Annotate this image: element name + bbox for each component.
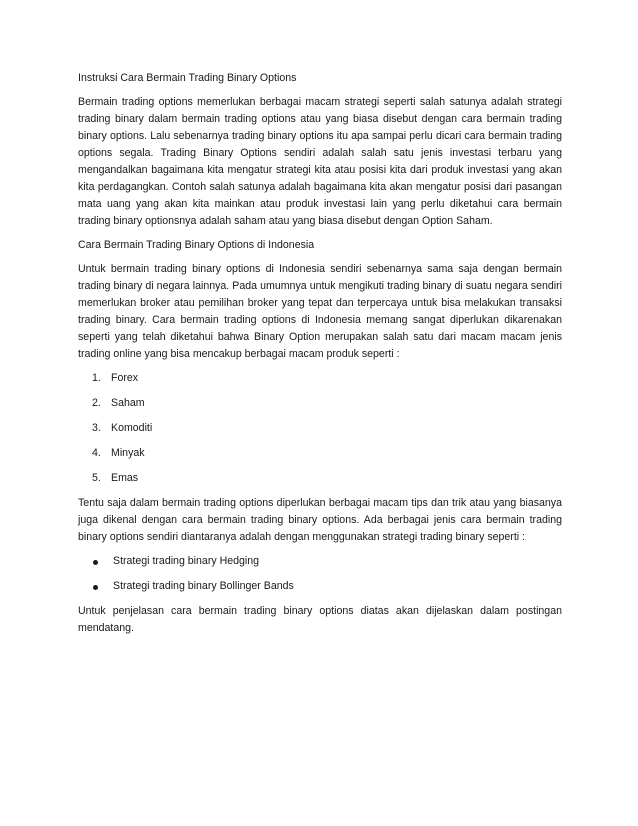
list-number: 4. [92,447,101,459]
list-item-label: Minyak [111,447,145,459]
indonesia-paragraph: Untuk bermain trading binary options di Indonesia sendiri sebenarnya sama saja dengan bermain trading binary di negara lainnya. Pada umumnya untuk mengikuti trading binary di suatu negara sendiri memerlukan broker atau pemilihan broker yang tepat dan terpercaya untuk bisa melakukan transaksi trading binary. Cara bermain trading options di Indonesia memang sangat diperlukan dikarenakan seperti yang telah diketahui bahwa Binary Option merupakan salah satu dari macam macam jenis trading online yang bisa mencakup berbagai macam produk seperti : [78,263,562,360]
bullet-icon [93,585,98,590]
tips-paragraph: Tentu saja dalam bermain trading options diperlukan berbagai macam tips dan trik atau yang biasanya juga dikenal dengan cara bermain trading binary options. Ada berbagai jenis cara bermain trading binary options sendiri diantaranya adalah dengan menggunakan strategi trading binary seperti : [78,497,562,543]
list-number: 5. [92,472,101,484]
list-item [78,470,562,487]
intro-paragraph: Bermain trading options memerlukan berbagai macam strategi seperti salah satunya adalah strategi trading binary dalam bermain trading options atau yang biasa disebut dengan cara bermain trading binary options. Lalu sebenarnya trading binary options itu apa sampai perlu dicari cara bermain trading options segala. Trading Binary Options sendiri adalah salah satu jenis investasi terbaru yang mengandalkan bagaimana kita mengatur strategi kita atau posisi kita dari produk investasi yang akan kita perdagangkan. Contoh salah satunya adalah bagaimana kita akan mengatur posisi dari pasangan mata uang yang akan kita mainkan atau produk investasi lain yang perlu diketahui cara bermain trading binary optionsnya adalah saham atau yang biasa disebut dengan Option Saham. [78,96,562,227]
list-item [78,395,562,412]
document-page [78,70,562,644]
list-item [78,578,562,595]
document-title: Instruksi Cara Bermain Trading Binary Options [78,72,297,84]
list-item [78,445,562,462]
list-number: 2. [92,397,101,409]
list-item-label: Saham [111,397,145,409]
list-item-label: Emas [111,472,139,484]
section-heading: Cara Bermain Trading Binary Options di Indonesia [78,239,315,251]
list-item [78,370,562,387]
list-item-label: Strategi trading binary Bollinger Bands [113,580,294,592]
bullet-icon [93,560,98,565]
list-number: 1. [92,372,101,384]
list-item-label: Forex [111,372,139,384]
product-list [78,370,562,487]
list-item-label: Komoditi [111,422,153,434]
list-item [78,420,562,437]
list-item-label: Strategi trading binary Hedging [113,555,260,567]
list-item [78,553,562,570]
strategy-list [78,553,562,595]
closing-paragraph: Untuk penjelasan cara bermain trading binary options diatas akan dijelaskan dalam postingan mendatang. [78,605,562,634]
list-number: 3. [92,422,101,434]
